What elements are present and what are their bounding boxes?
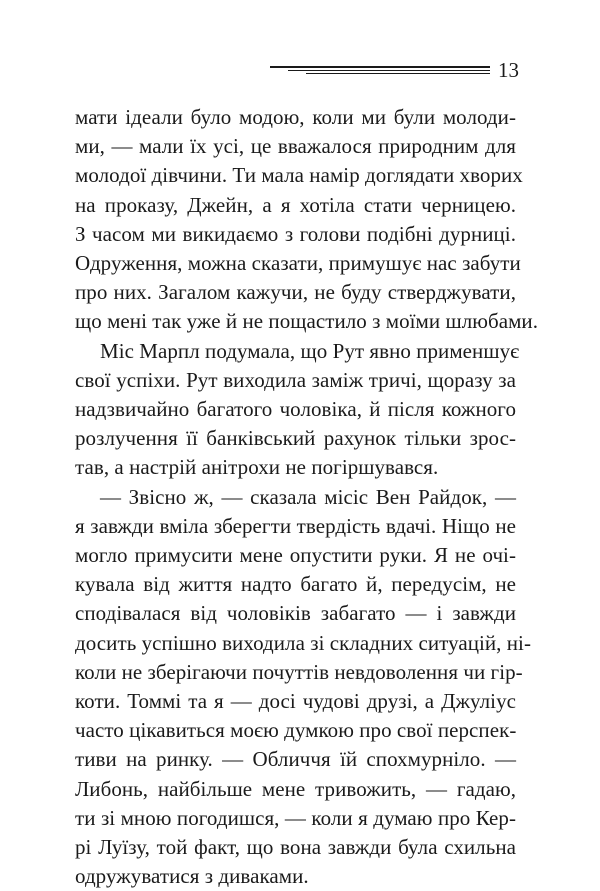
text-line: мати ідеали було модою, коли ми були молоди- (75, 105, 516, 129)
page-body (75, 103, 538, 891)
text-line: Либонь, найбільше мене тривожить, — гадаю, (75, 776, 516, 801)
text-line: тиви на ринку. — Обличчя їй спохмурніло. — (75, 747, 516, 772)
text-line: ти зі мною погодишся, — коли я думаю про Кер- (75, 805, 516, 830)
paragraph (75, 337, 520, 483)
text-line: коти. Томмі та я — досі чудові друзі, а Джуліус (75, 689, 516, 714)
text-line: що мені так уже й не пощастило з моїми шлюбами. (75, 309, 538, 334)
header-rule (288, 70, 490, 71)
text-line: розлучення її банківський рахунок тільки зрос- (75, 426, 516, 451)
text-line: я завжди вміла зберегти твердість вдачі. Ніщо не (75, 513, 516, 538)
page-number: 13 (498, 58, 519, 82)
text-line: могло примусити мене опустити руки. Я не очі- (75, 543, 516, 568)
text-line: Одруження, можна сказати, примушує нас забути (75, 251, 521, 276)
text-line: Міс Марпл подумала, що Рут явно применшує (100, 338, 520, 363)
text-line: на проказу, Джейн, а я хотіла стати черницею. (75, 192, 516, 217)
text-line: одружуватися з диваками. (75, 864, 309, 889)
paragraph (75, 103, 538, 337)
text-line: рі Луїзу, той факт, що вона завжди була схильна (75, 835, 516, 860)
paragraph (75, 483, 531, 891)
header-rule (270, 66, 490, 68)
header-rule (306, 73, 490, 74)
text-line: досить успішно виходила зі складних ситуацій, ні- (75, 630, 531, 655)
running-header (270, 58, 532, 88)
text-line: тав, а настрій анітрохи не погіршувався. (75, 455, 439, 480)
text-line: молодої дівчини. Ти мала намір доглядати хворих (75, 163, 523, 188)
text-line: часто цікавиться моєю думкою про свої перспек- (75, 718, 517, 743)
text-line: З часом ми викидаємо з голови подібні дурниці. (75, 221, 516, 246)
text-line: — Звісно ж, — сказала місіс Вен Райдок, — (100, 484, 516, 509)
text-line: кувала від життя надто багато й, передусім, не (75, 572, 516, 597)
text-line: надзвичайно багатого чоловіка, й після кожного (75, 397, 516, 422)
text-line: ми, — мали їх усі, це вважалося природним для (75, 134, 516, 159)
text-line: про них. Загалом кажучи, не буду стверджувати, (75, 280, 516, 305)
text-line: коли не зберігаючи почуттів невдоволення чи гір- (75, 659, 523, 684)
text-line: свої успіхи. Рут виходила заміж тричі, щоразу за (75, 367, 516, 392)
text-line: сподівалася від чоловіків забагато — і завжди (75, 601, 516, 626)
